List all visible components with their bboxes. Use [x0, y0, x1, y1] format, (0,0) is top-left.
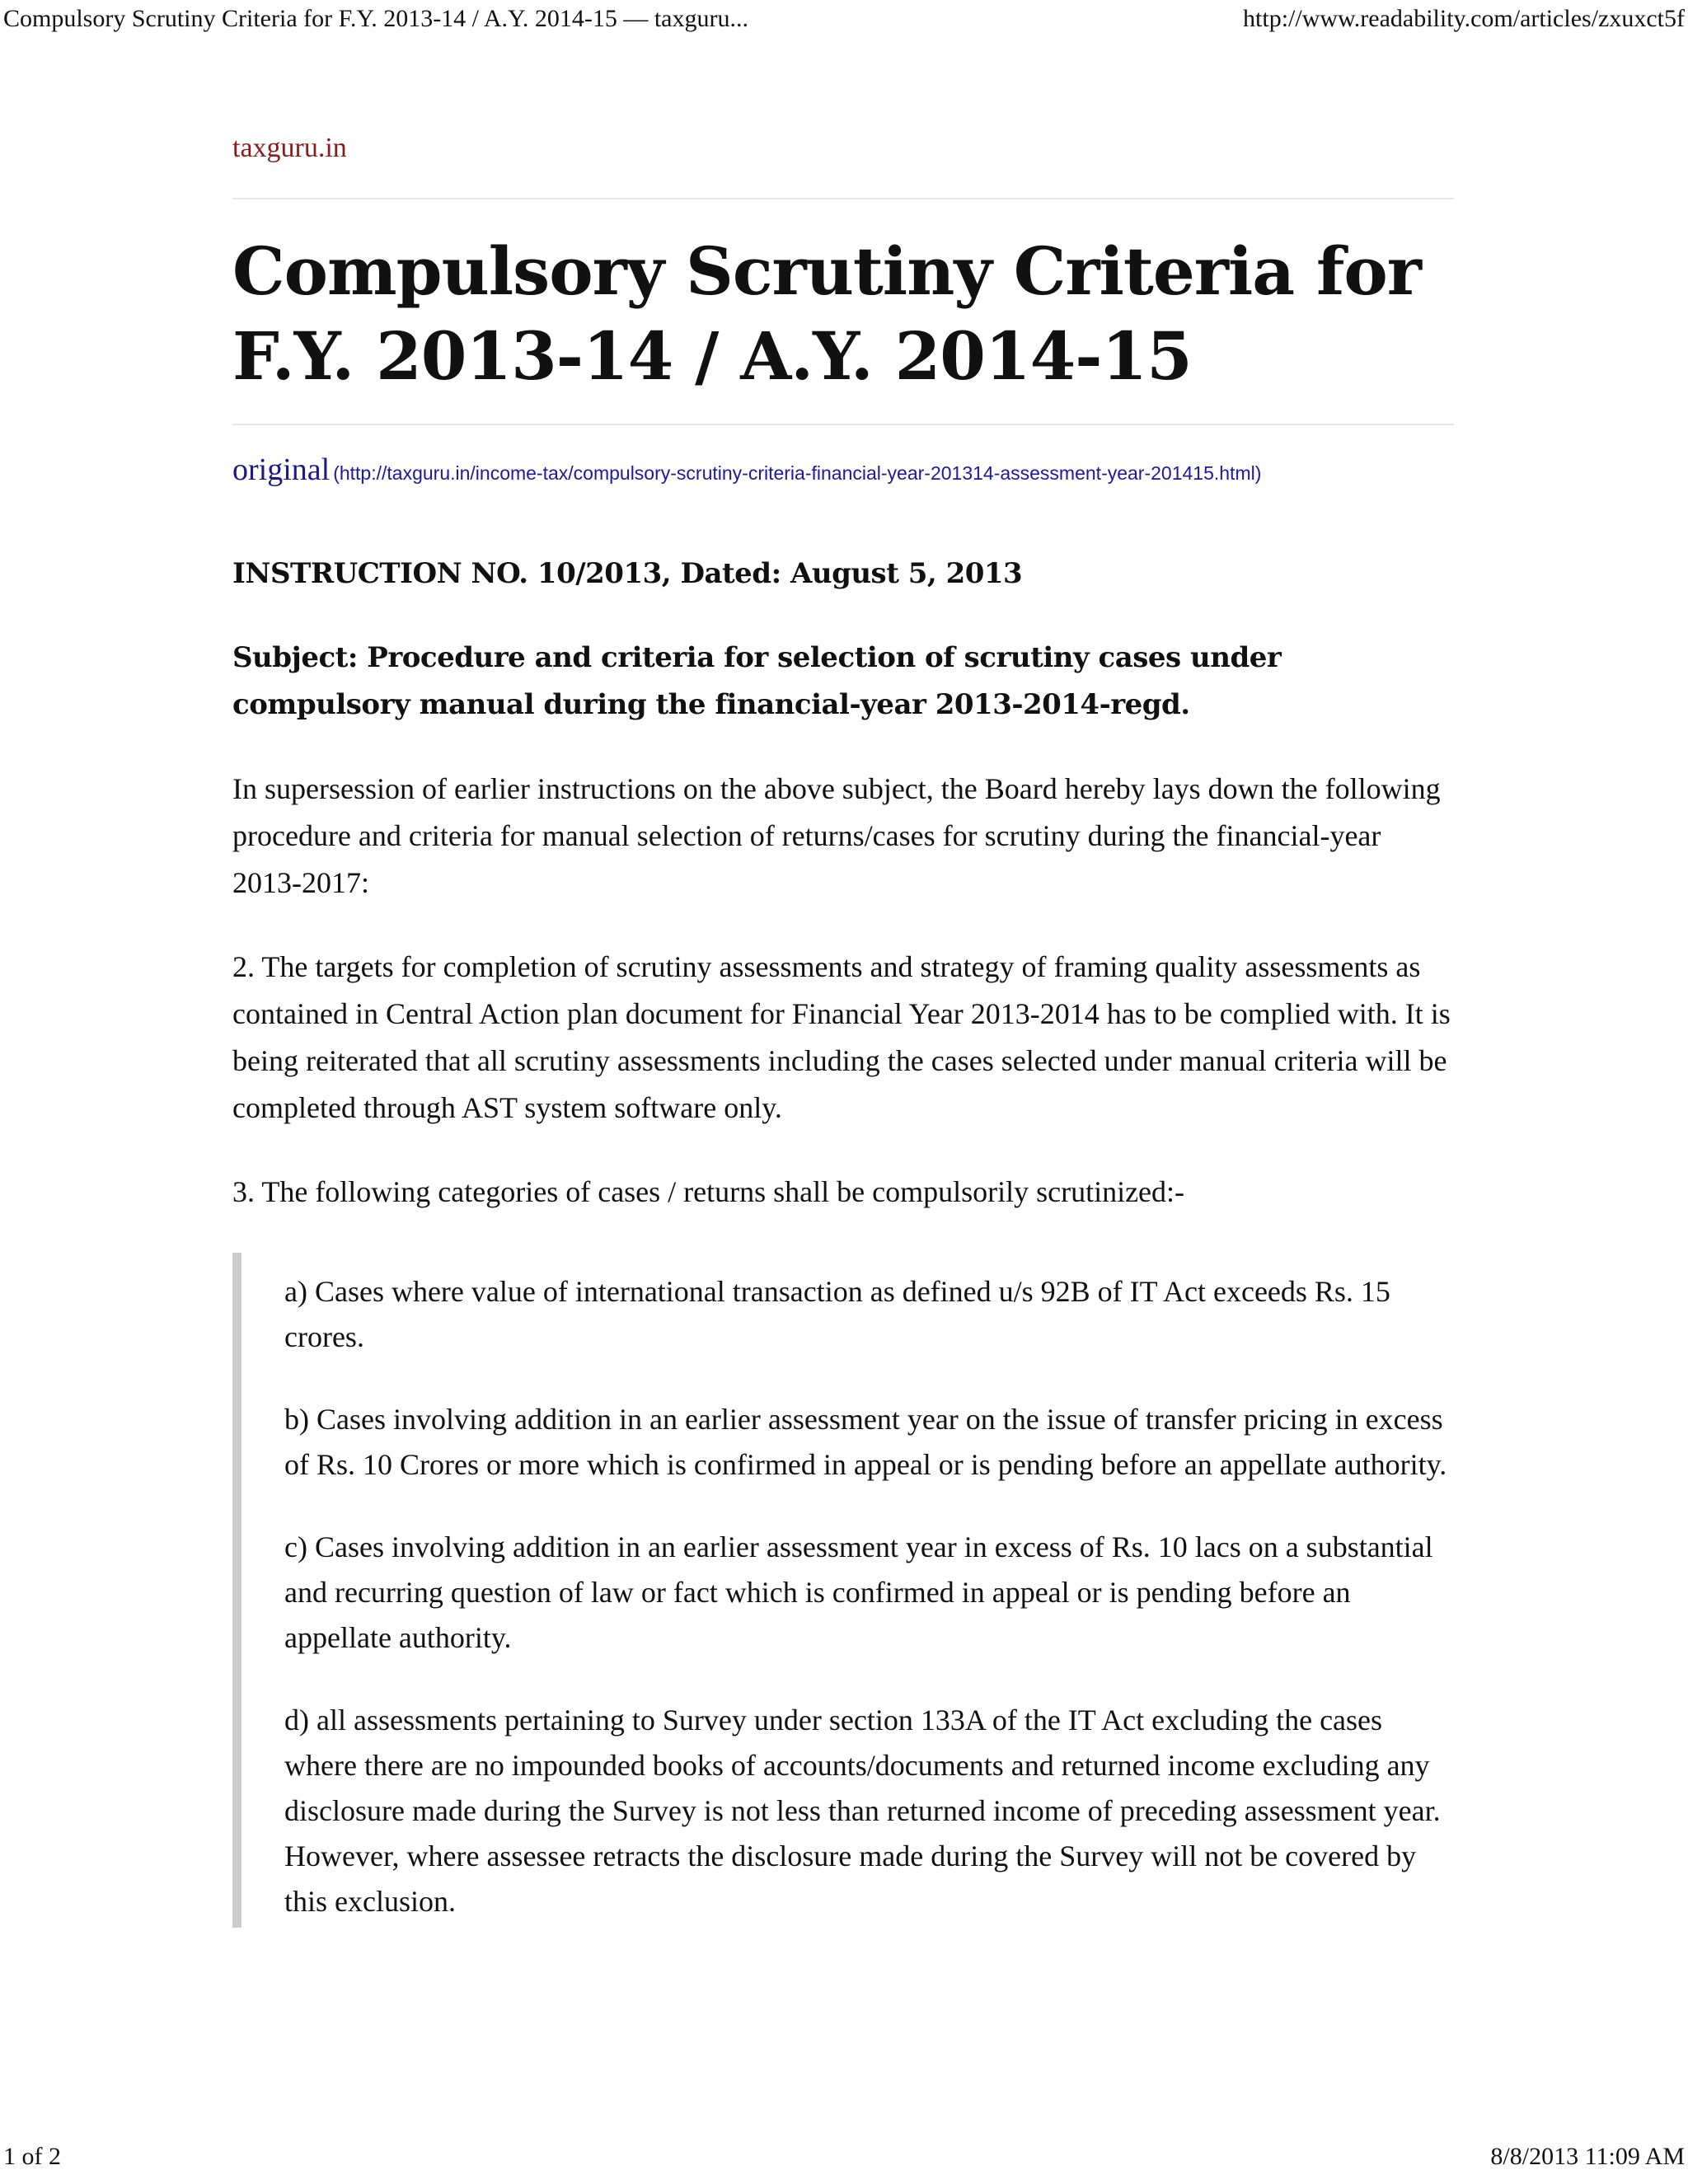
print-header-url: http://www.readability.com/articles/zxuxct5f	[1243, 5, 1685, 32]
site-name-link[interactable]: taxguru.in	[232, 133, 347, 163]
print-header	[0, 5, 1688, 38]
criteria-item-b: b) Cases involving addition in an earlier assessment year on the issue of transfer pricing in excess of Rs. 10 Crores or more which is confirmed in appeal or is pending before an appellate authority.	[284, 1403, 1447, 1481]
instruction-heading: INSTRUCTION NO. 10/2013, Dated: August 5, 2013	[232, 557, 1023, 590]
subject-heading: Subject: Procedure and criteria for selection of scrutiny cases under compulsory manual during the financial-year 2013-2014-regd.	[232, 641, 1282, 721]
criteria-blockquote	[232, 1253, 1454, 1928]
original-link[interactable]: original	[232, 452, 331, 487]
print-timestamp: 8/8/2013 11:09 AM	[1490, 2143, 1685, 2170]
page-number: 1 of 2	[3, 2143, 61, 2170]
paragraph-3: 3. The following categories of cases / returns shall be compulsorily scrutinized:-	[232, 1175, 1185, 1208]
criteria-item-d: d) all assessments pertaining to Survey under section 133A of the IT Act excluding the cases where there are no impounded books of accounts/documents and returned income excluding any disclosure made during the Survey is not less than returned income of preceding assessment year. However, where assessee retracts the disclosure made during the Survey will not be covered by this exclusion.	[284, 1704, 1441, 1918]
article-title: Compulsory Scrutiny Criteria for F.Y. 2013-14 / A.Y. 2014-15	[232, 199, 1454, 425]
print-header-title: Compulsory Scrutiny Criteria for F.Y. 2013-14 / A.Y. 2014-15 — taxguru...	[3, 5, 748, 32]
print-footer	[0, 2143, 1688, 2176]
criteria-item-a: a) Cases where value of international transaction as defined u/s 92B of IT Act exceeds Rs. 15 crores.	[284, 1275, 1390, 1353]
article	[232, 132, 1454, 1928]
criteria-item-c: c) Cases involving addition in an earlier assessment year in excess of Rs. 10 lacs on a substantial and recurring question of law or fact which is confirmed in appeal or is pending before an appellate authority.	[284, 1530, 1433, 1654]
original-source	[232, 452, 1454, 494]
article-body	[232, 551, 1454, 1928]
original-url[interactable]: (http://taxguru.in/income-tax/compulsory-scrutiny-criteria-financial-year-201314-assessment-year-201415.html)	[333, 462, 1262, 484]
site-name	[232, 132, 1454, 199]
paragraph-2: 2. The targets for completion of scrutiny assessments and strategy of framing quality assessments as contained in Central Action plan document for Financial Year 2013-2014 has to be complied with. It is being reiterated that all scrutiny assessments including the cases selected under manual criteria will be completed through AST system software only.	[232, 950, 1451, 1124]
paragraph-1: In supersession of earlier instructions on the above subject, the Board hereby lays down the following procedure and criteria for manual selection of returns/cases for scrutiny during the financial-year 2013-2017:	[232, 772, 1441, 899]
